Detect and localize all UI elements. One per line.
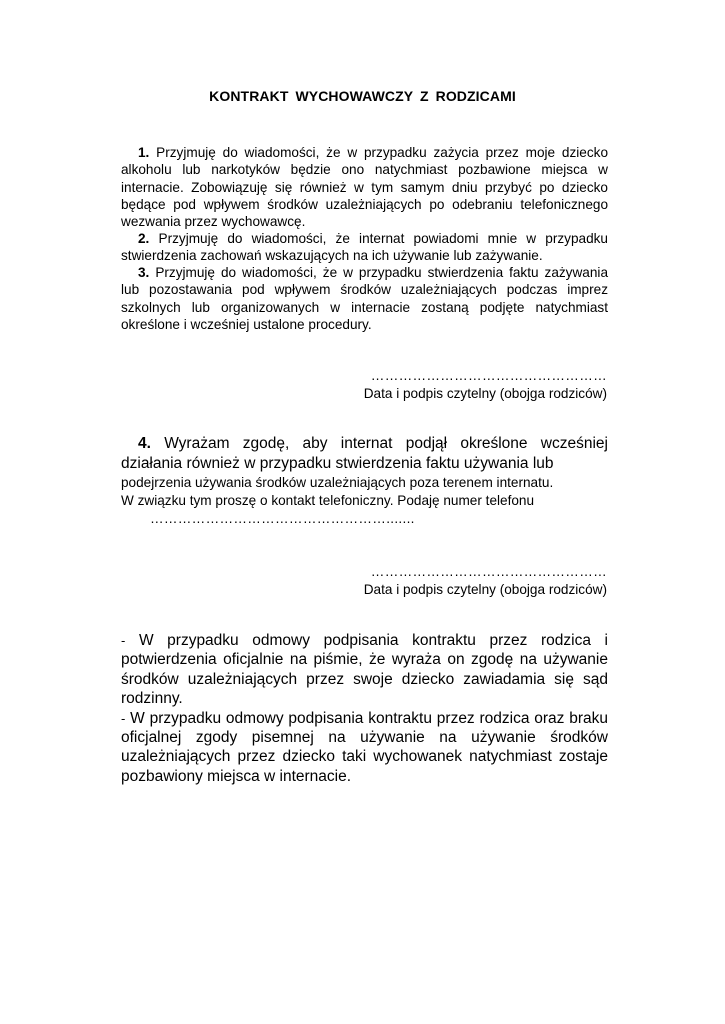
signature-label-2: Data i podpis czytelny (obojga rodziców): [363, 582, 607, 597]
clause-3-number: 3.: [138, 265, 150, 280]
final-note-1-dash: -: [121, 633, 126, 648]
clause-1-number: 1.: [138, 145, 150, 160]
signature-line-1: ……………………………………………: [370, 368, 607, 383]
clause-3-paragraph: [121, 264, 608, 333]
clause-3: [121, 264, 608, 333]
final-note-2-text: W przypadku odmowy podpisania kontraktu przez rodzica oraz braku oficjalnej zgody pisemnej na używanie na używanie środków uzależniających przez dziecko taki wychowanek natychmiast zostaje pozbawiony miejsca w internacie.: [121, 709, 608, 785]
final-notes: [121, 631, 608, 786]
final-note-1: [121, 631, 608, 709]
clause-4-line-4: W związku tym proszę o kontakt telefoniczny. Podaję numer telefonu: [121, 493, 535, 508]
clause-4: [121, 434, 608, 510]
clause-3-text: Przyjmuję do wiadomości, że w przypadku stwierdzenia faktu zażywania lub pozostawania pod wpływem środków uzależniających podczas imprez szkolnych lub organizowanych w internacie zostaną podjęte natychmiast określone i wcześniej ustalone procedury.: [121, 265, 608, 332]
phone-number-field: …………………………………………….......: [150, 511, 415, 526]
clause-2-text: Przyjmuję do wiadomości, że internat powiadomi mnie w przypadku stwierdzenia zachowań wskazujących na ich używanie lub zażywanie.: [121, 231, 608, 264]
signature-block-1: [307, 367, 607, 403]
final-note-1-text: W przypadku odmowy podpisania kontraktu przez rodzica i potwierdzenia oficjalnie na piśmie, że wyraża on zgodę na używanie środków uzależniających przez swoje dziecko zawiadamia się sąd rodzinny.: [121, 632, 608, 708]
signature-line-2: ……………………………………………: [370, 564, 607, 579]
clause-4-line-3: podejrzenia używania środków uzależniających poza terenem internatu.: [121, 475, 554, 490]
clause-2-paragraph: [121, 230, 608, 265]
signature-label-1: Data i podpis czytelny (obojga rodziców): [363, 386, 607, 401]
clause-1: [121, 144, 608, 230]
clause-4-text: Wyrażam zgodę, aby internat podjął określone wcześniej działania również w przypadku stwierdzenia faktu używania lub: [121, 435, 608, 472]
signature-block-2: [307, 563, 607, 599]
clause-4-main: [121, 434, 608, 474]
final-note-2-dash: -: [121, 710, 126, 726]
final-note-2: [121, 709, 608, 787]
clause-4-number: 4.: [138, 435, 151, 452]
document-title: KONTRAKT WYCHOWAWCZY Z RODZICAMI: [209, 88, 516, 104]
clause-1-paragraph: [121, 144, 608, 230]
clause-2: [121, 230, 608, 265]
clause-1-text: Przyjmuję do wiadomości, że w przypadku zażycia przez moje dziecko alkoholu lub narkotyków będzie ono natychmiast pozbawione miejsca w internacie. Zobowiązuję się również w tym samym dniu przybyć po dziecko będące pod wpływem środków uzależniających po odebraniu telefonicznego wezwania przez wychowawcę.: [121, 145, 609, 230]
clause-2-number: 2.: [138, 231, 150, 246]
